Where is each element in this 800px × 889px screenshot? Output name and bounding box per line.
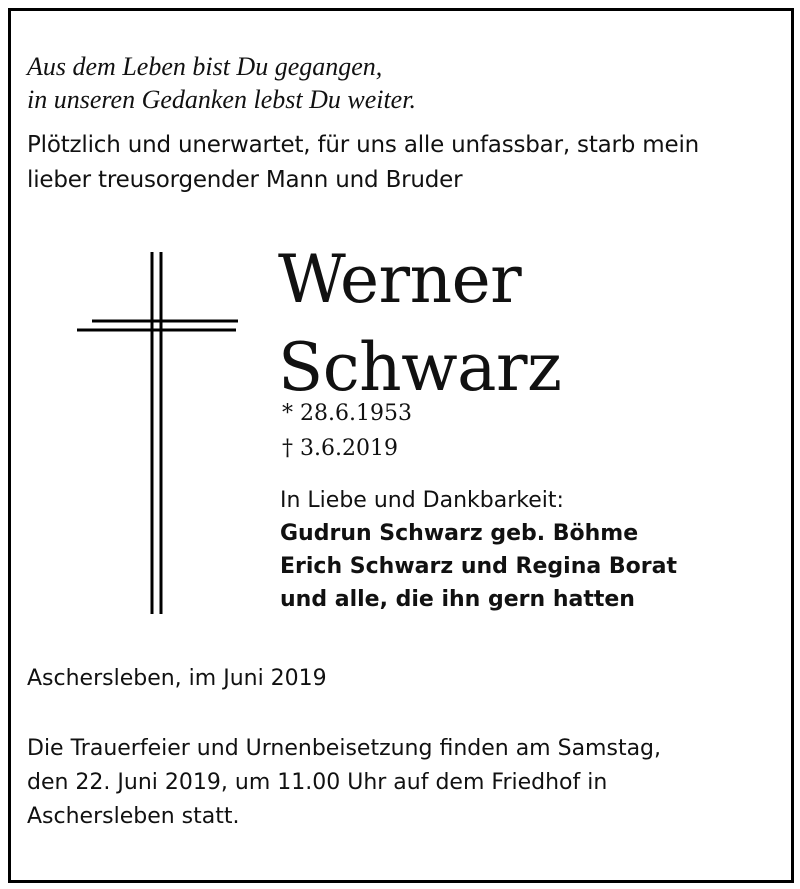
motto-line-2: in unseren Gedanken lebst Du weiter. [27,85,416,114]
deceased-first-name: Werner [278,241,522,318]
birth-date: * 28.6.1953 [282,401,412,426]
ceremony-line-1: Die Trauerfeier und Urnenbeisetzung finden am Samstag, [27,736,662,761]
ceremony-line-3: Aschersleben statt. [27,804,240,829]
intro-line-2: lieber treusorgender Mann und Bruder [27,167,463,193]
mourner-line-2: Erich Schwarz und Regina Borat [280,554,677,579]
intro-line-1: Plötzlich und unerwartet, für uns alle unfassbar, starb mein [27,132,700,158]
deceased-name [278,236,561,412]
ceremony-notice [27,732,661,834]
life-dates [282,396,412,466]
death-date: † 3.6.2019 [282,436,398,461]
mourner-line-3: und alle, die ihn gern hatten [280,587,635,612]
mourners-block [280,484,677,616]
deceased-last-name: Schwarz [278,329,562,406]
place-date: Aschersleben, im Juni 2019 [27,666,327,691]
mourner-line-1: Gudrun Schwarz geb. Böhme [280,521,639,546]
motto-line-1: Aus dem Leben bist Du gegangen, [27,52,383,81]
mourners-heading: In Liebe und Dankbarkeit: [280,488,564,513]
ceremony-line-2: den 22. Juni 2019, um 11.00 Uhr auf dem Friedhof in [27,770,608,795]
